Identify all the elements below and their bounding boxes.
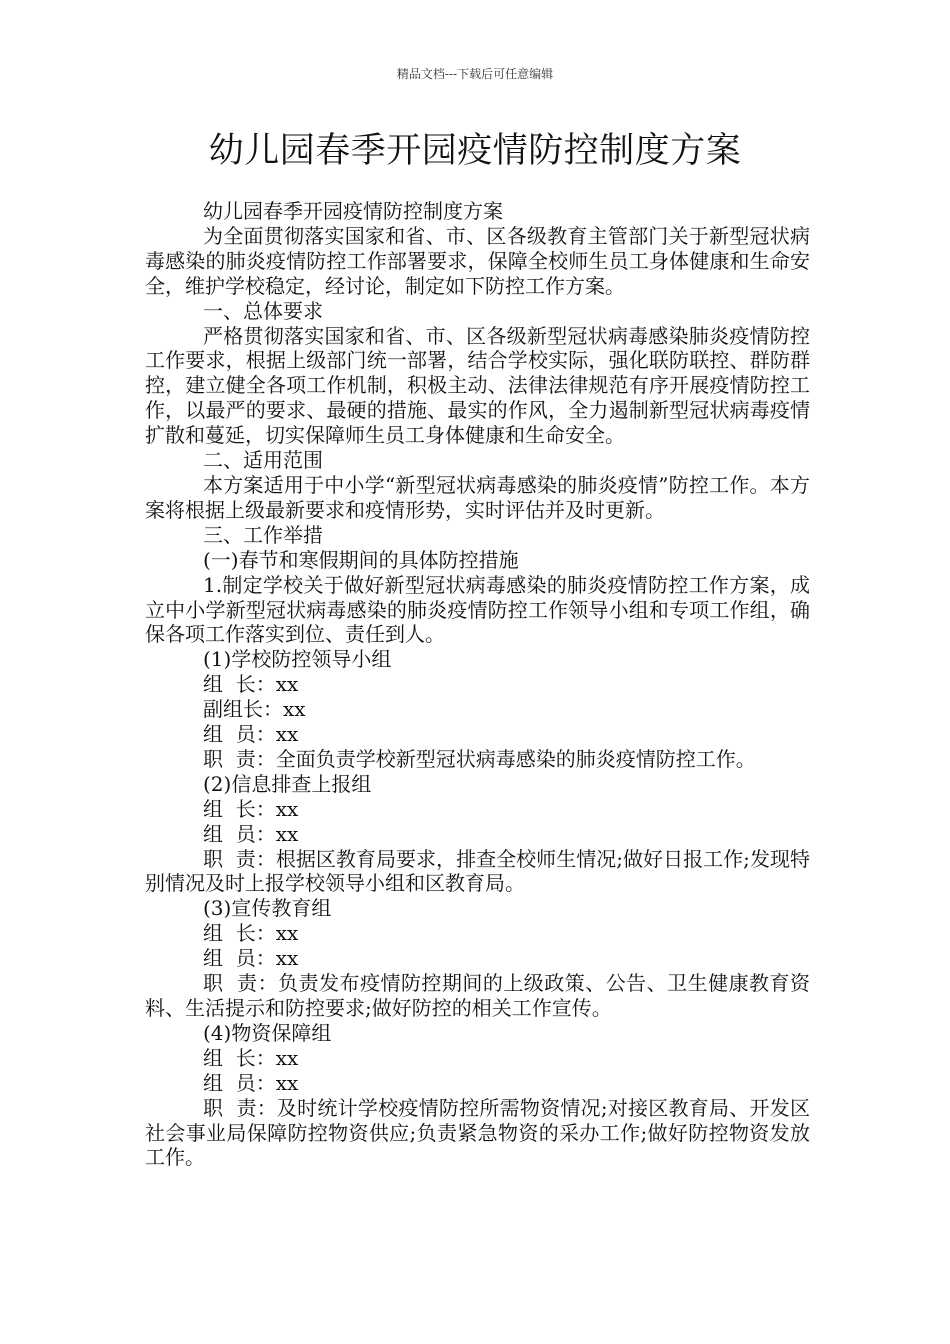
paragraph: 一、总体要求 xyxy=(203,298,323,323)
paragraph: 为全面贯彻落实国家和省、市、区各级教育主管部门关于新型冠状病毒感染的肺炎疫情防控工作部署要求，保障全校师生员工身体健康和生命安全，维护学校稳定，经讨论，制定如下防控工作方案。 xyxy=(145,223,810,298)
paragraph: 严格贯彻落实国家和省、市、区各级新型冠状病毒感染肺炎疫情防控工作要求，根据上级部门统一部署，结合学校实际，强化联防联控、群防群控，建立健全各项工作机制，积极主动、法律法律规范有序开展疫情防控工作，以最严的要求、最硬的措施、最实的作风，全力遏制新型冠状病毒疫情扩散和蔓延，切实保障师生员工身体健康和生命安全。 xyxy=(145,323,810,448)
document-body xyxy=(145,199,810,1170)
paragraph: 组 员：xx xyxy=(203,821,299,846)
paragraph: 职 责：根据区教育局要求，排查全校师生情况;做好日报工作;发现特别情况及时上报学校领导小组和区教育局。 xyxy=(145,846,810,896)
paragraph: (2)信息排查上报组 xyxy=(203,771,372,796)
paragraph: 1.制定学校关于做好新型冠状病毒感染的肺炎疫情防控工作方案，成立中小学新型冠状病毒感染的肺炎疫情防控工作领导小组和专项工作组，确保各项工作落实到位、责任到人。 xyxy=(145,572,810,647)
header-note: 精品文档---下载后可任意编辑 xyxy=(396,67,554,81)
paragraph: (一)春节和寒假期间的具体防控措施 xyxy=(203,547,519,572)
paragraph: 幼儿园春季开园疫情防控制度方案 xyxy=(203,199,503,223)
paragraph: 组 长：xx xyxy=(203,1045,299,1070)
paragraph: 二、适用范围 xyxy=(203,448,323,473)
paragraph: 组 员：xx xyxy=(203,1070,299,1095)
paragraph: (1)学校防控领导小组 xyxy=(203,647,392,672)
paragraph: (3)宣传教育组 xyxy=(203,896,332,921)
paragraph: 组 长：xx xyxy=(203,796,299,821)
paragraph: 职 责：负责发布疫情防控期间的上级政策、公告、卫生健康教育资料、生活提示和防控要求;做好防控的相关工作宣传。 xyxy=(145,971,810,1020)
paragraph: 本方案适用于中小学“新型冠状病毒感染的肺炎疫情”防控工作。本方案将根据上级最新要求和疫情形势，实时评估并及时更新。 xyxy=(145,472,810,522)
paragraph: 组 长：xx xyxy=(203,672,299,697)
paragraph: 职 责：及时统计学校疫情防控所需物资情况;对接区教育局、开发区社会事业局保障防控物资供应;负责紧急物资的采办工作;做好防控物资发放工作。 xyxy=(145,1095,810,1170)
paragraph: 组 员：xx xyxy=(203,722,299,747)
paragraph: 副组长：xx xyxy=(203,697,306,722)
paragraph: 组 长：xx xyxy=(203,921,299,946)
paragraph: 职 责：全面负责学校新型冠状病毒感染的肺炎疫情防控工作。 xyxy=(203,746,756,771)
paragraph: 三、工作举措 xyxy=(203,522,323,547)
paragraph: 组 员：xx xyxy=(203,946,299,971)
document-title: 幼儿园春季开园疫情防控制度方案 xyxy=(208,131,742,171)
paragraph: (4)物资保障组 xyxy=(203,1020,332,1045)
